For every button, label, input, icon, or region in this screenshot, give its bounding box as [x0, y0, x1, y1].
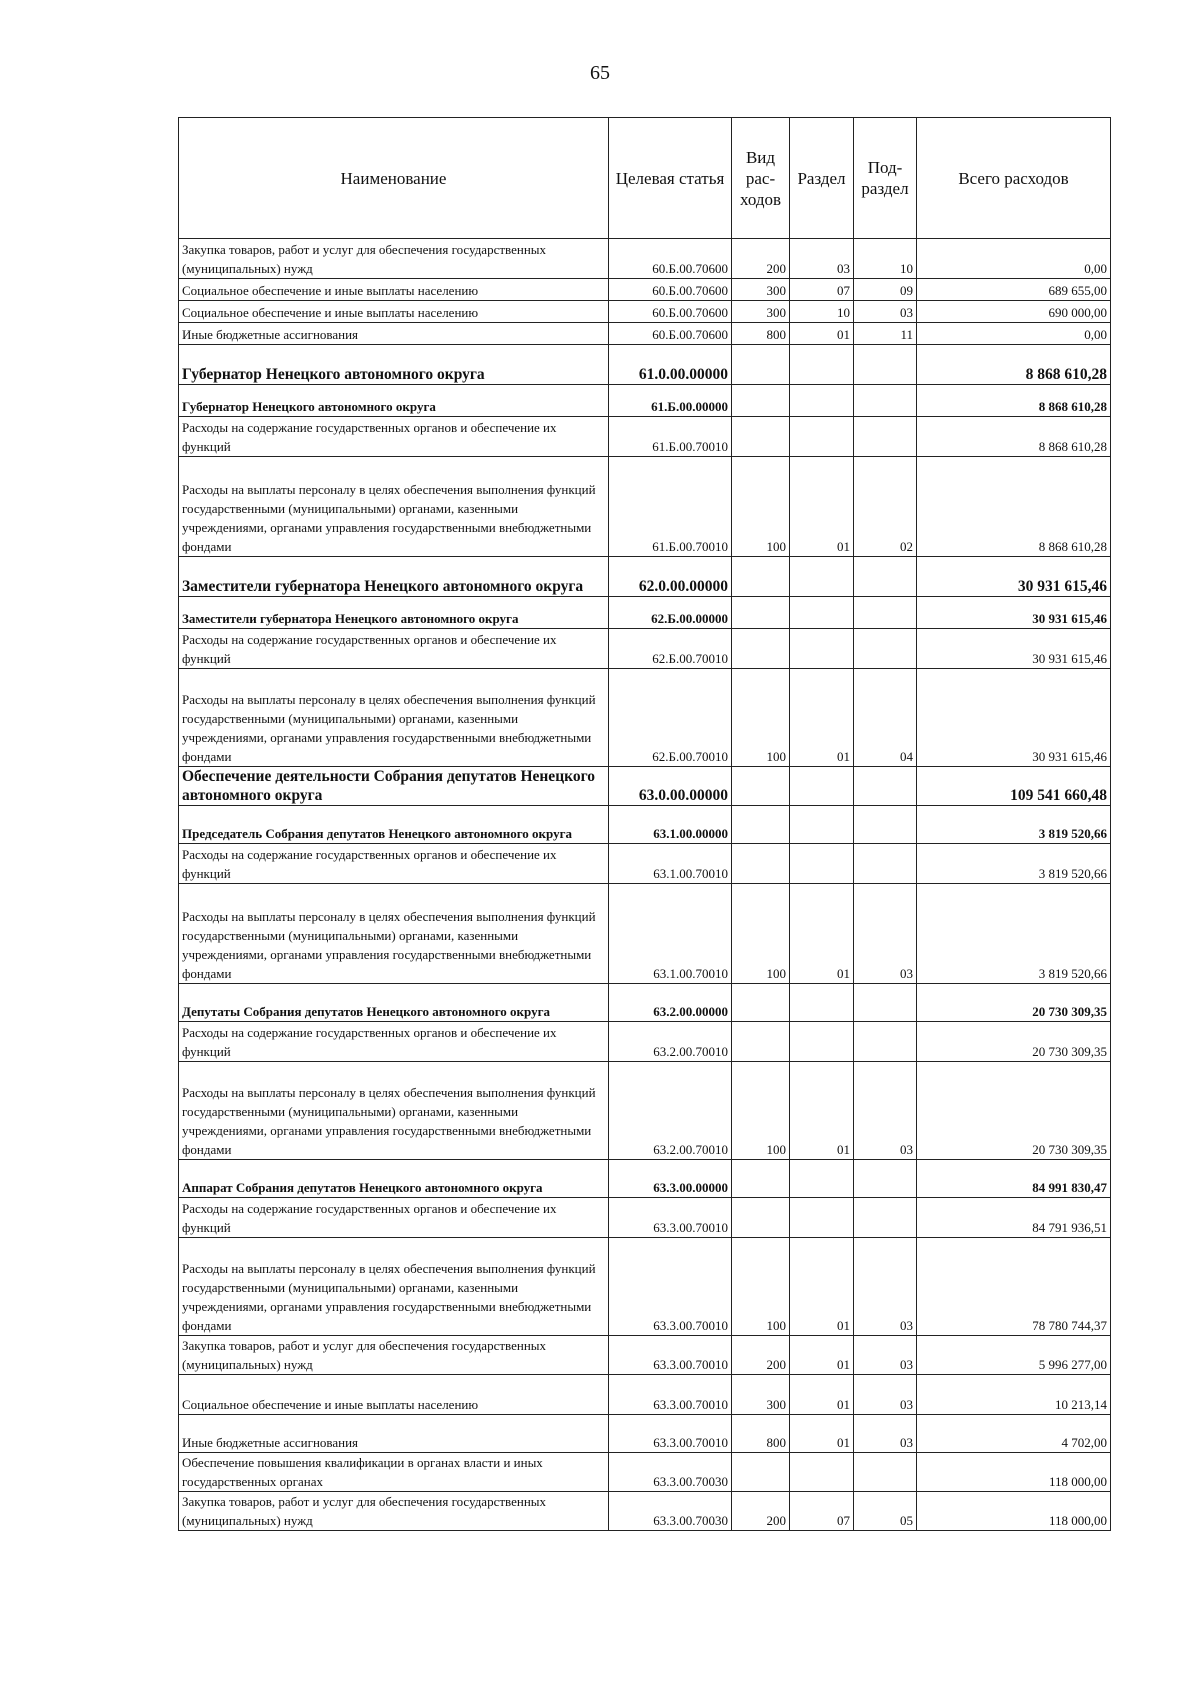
row-total: 0,00	[917, 239, 1111, 279]
table-row	[179, 806, 1111, 844]
row-total: 8 868 610,28	[917, 345, 1111, 385]
table-row	[179, 1198, 1111, 1238]
row-type	[732, 1022, 790, 1062]
row-name: Расходы на содержание государственных органов и обеспечение их функций	[179, 844, 609, 884]
row-section: 01	[790, 457, 854, 557]
row-type	[732, 417, 790, 457]
row-target: 63.1.00.70010	[609, 884, 732, 984]
row-name: Губернатор Ненецкого автономного округа	[179, 385, 609, 417]
row-section	[790, 597, 854, 629]
row-type: 800	[732, 323, 790, 345]
row-type	[732, 1198, 790, 1238]
row-total: 8 868 610,28	[917, 457, 1111, 557]
row-type: 300	[732, 279, 790, 301]
table-body	[179, 239, 1111, 1531]
row-total: 3 819 520,66	[917, 844, 1111, 884]
row-type	[732, 1160, 790, 1198]
row-section	[790, 844, 854, 884]
row-target: 61.Б.00.00000	[609, 385, 732, 417]
header-section: Раздел	[790, 118, 854, 239]
row-total: 118 000,00	[917, 1492, 1111, 1531]
row-subsection	[854, 1198, 917, 1238]
row-name: Социальное обеспечение и иные выплаты населению	[179, 1375, 609, 1415]
row-subsection	[854, 844, 917, 884]
row-subsection: 10	[854, 239, 917, 279]
row-name: Председатель Собрания депутатов Ненецкого автономного округа	[179, 806, 609, 844]
row-total: 20 730 309,35	[917, 1022, 1111, 1062]
row-target: 63.0.00.00000	[609, 767, 732, 806]
row-type	[732, 629, 790, 669]
row-type: 300	[732, 1375, 790, 1415]
table-row	[179, 1160, 1111, 1198]
row-total: 20 730 309,35	[917, 1062, 1111, 1160]
row-section	[790, 417, 854, 457]
row-target: 63.3.00.70030	[609, 1492, 732, 1531]
row-subsection: 05	[854, 1492, 917, 1531]
table-row	[179, 301, 1111, 323]
row-target: 62.Б.00.00000	[609, 597, 732, 629]
table-row	[179, 767, 1111, 806]
row-type: 300	[732, 301, 790, 323]
row-target: 62.0.00.00000	[609, 557, 732, 597]
row-type	[732, 385, 790, 417]
row-target: 63.3.00.70030	[609, 1453, 732, 1492]
row-total: 30 931 615,46	[917, 629, 1111, 669]
row-target: 63.2.00.00000	[609, 984, 732, 1022]
row-total: 109 541 660,48	[917, 767, 1111, 806]
table-row	[179, 984, 1111, 1022]
row-subsection	[854, 629, 917, 669]
table-row	[179, 669, 1111, 767]
row-target: 63.3.00.70010	[609, 1375, 732, 1415]
table-row	[179, 1415, 1111, 1453]
row-name: Иные бюджетные ассигнования	[179, 323, 609, 345]
table-row	[179, 385, 1111, 417]
row-total: 4 702,00	[917, 1415, 1111, 1453]
row-total: 8 868 610,28	[917, 385, 1111, 417]
table-row	[179, 629, 1111, 669]
table-row	[179, 844, 1111, 884]
row-name: Расходы на выплаты персоналу в целях обеспечения выполнения функций государственными (муниципальными) органами, казенными учреждениями, органами управления государственными внебюджетными фондами	[179, 884, 609, 984]
row-section	[790, 1453, 854, 1492]
row-section	[790, 1022, 854, 1062]
row-target: 60.Б.00.70600	[609, 301, 732, 323]
row-section: 03	[790, 239, 854, 279]
header-type: Вид рас-ходов	[732, 118, 790, 239]
header-total: Всего расходов	[917, 118, 1111, 239]
table-row	[179, 1022, 1111, 1062]
row-target: 60.Б.00.70600	[609, 239, 732, 279]
row-total: 84 991 830,47	[917, 1160, 1111, 1198]
row-total: 3 819 520,66	[917, 884, 1111, 984]
row-name: Заместители губернатора Ненецкого автономного округа	[179, 597, 609, 629]
row-target: 63.3.00.70010	[609, 1238, 732, 1336]
row-subsection: 04	[854, 669, 917, 767]
row-name: Расходы на содержание государственных органов и обеспечение их функций	[179, 417, 609, 457]
row-section: 01	[790, 884, 854, 984]
row-total: 84 791 936,51	[917, 1198, 1111, 1238]
row-name: Аппарат Собрания депутатов Ненецкого автономного округа	[179, 1160, 609, 1198]
row-section: 01	[790, 1415, 854, 1453]
row-section	[790, 1198, 854, 1238]
row-name: Расходы на содержание государственных органов и обеспечение их функций	[179, 1198, 609, 1238]
row-section	[790, 984, 854, 1022]
row-section: 01	[790, 1336, 854, 1375]
row-type: 800	[732, 1415, 790, 1453]
row-section: 01	[790, 1062, 854, 1160]
row-target: 63.1.00.00000	[609, 806, 732, 844]
row-subsection	[854, 806, 917, 844]
table-header-row	[179, 118, 1111, 239]
row-subsection	[854, 1453, 917, 1492]
row-section	[790, 767, 854, 806]
header-target: Целевая статья	[609, 118, 732, 239]
row-type	[732, 557, 790, 597]
row-subsection	[854, 1022, 917, 1062]
row-subsection: 03	[854, 1375, 917, 1415]
row-type	[732, 1453, 790, 1492]
row-section: 01	[790, 669, 854, 767]
table-row	[179, 597, 1111, 629]
row-total: 30 931 615,46	[917, 597, 1111, 629]
row-type: 100	[732, 1238, 790, 1336]
row-total: 30 931 615,46	[917, 557, 1111, 597]
row-target: 60.Б.00.70600	[609, 279, 732, 301]
table-row	[179, 1453, 1111, 1492]
table-row	[179, 417, 1111, 457]
row-target: 63.2.00.70010	[609, 1022, 732, 1062]
row-type: 100	[732, 669, 790, 767]
row-target: 63.1.00.70010	[609, 844, 732, 884]
row-name: Расходы на выплаты персоналу в целях обеспечения выполнения функций государственными (муниципальными) органами, казенными учреждениями, органами управления государственными внебюджетными фондами	[179, 457, 609, 557]
row-target: 63.2.00.70010	[609, 1062, 732, 1160]
row-target: 61.Б.00.70010	[609, 417, 732, 457]
row-name: Иные бюджетные ассигнования	[179, 1415, 609, 1453]
row-total: 5 996 277,00	[917, 1336, 1111, 1375]
row-type	[732, 597, 790, 629]
table-row	[179, 557, 1111, 597]
row-subsection: 03	[854, 1336, 917, 1375]
row-type	[732, 984, 790, 1022]
row-total: 690 000,00	[917, 301, 1111, 323]
row-type: 100	[732, 884, 790, 984]
row-name: Закупка товаров, работ и услуг для обеспечения государственных (муниципальных) нужд	[179, 1336, 609, 1375]
table-row	[179, 1492, 1111, 1531]
row-total: 30 931 615,46	[917, 669, 1111, 767]
row-total: 20 730 309,35	[917, 984, 1111, 1022]
row-subsection: 03	[854, 1062, 917, 1160]
row-name: Депутаты Собрания депутатов Ненецкого автономного округа	[179, 984, 609, 1022]
table-row	[179, 1238, 1111, 1336]
page-number: 65	[590, 62, 610, 84]
row-name: Губернатор Ненецкого автономного округа	[179, 345, 609, 385]
row-target: 62.Б.00.70010	[609, 669, 732, 767]
table-row	[179, 884, 1111, 984]
row-target: 61.Б.00.70010	[609, 457, 732, 557]
row-total: 78 780 744,37	[917, 1238, 1111, 1336]
row-subsection: 02	[854, 457, 917, 557]
row-total: 118 000,00	[917, 1453, 1111, 1492]
row-section	[790, 385, 854, 417]
row-total: 3 819 520,66	[917, 806, 1111, 844]
row-target: 60.Б.00.70600	[609, 323, 732, 345]
header-subsection: Под-раздел	[854, 118, 917, 239]
row-subsection: 03	[854, 301, 917, 323]
row-subsection	[854, 557, 917, 597]
row-name: Расходы на выплаты персоналу в целях обеспечения выполнения функций государственными (муниципальными) органами, казенными учреждениями, органами управления государственными внебюджетными фондами	[179, 1062, 609, 1160]
row-section: 10	[790, 301, 854, 323]
row-type: 100	[732, 1062, 790, 1160]
row-subsection	[854, 597, 917, 629]
row-subsection: 03	[854, 884, 917, 984]
row-type: 100	[732, 457, 790, 557]
row-target: 63.3.00.00000	[609, 1160, 732, 1198]
row-total: 689 655,00	[917, 279, 1111, 301]
row-name: Закупка товаров, работ и услуг для обеспечения государственных (муниципальных) нужд	[179, 1492, 609, 1531]
row-section: 01	[790, 1238, 854, 1336]
row-name: Социальное обеспечение и иные выплаты населению	[179, 279, 609, 301]
row-type: 200	[732, 1492, 790, 1531]
table-row	[179, 239, 1111, 279]
row-name: Закупка товаров, работ и услуг для обеспечения государственных (муниципальных) нужд	[179, 239, 609, 279]
budget-table	[178, 117, 1111, 1531]
row-section: 07	[790, 1492, 854, 1531]
table-row	[179, 1375, 1111, 1415]
row-name: Расходы на содержание государственных органов и обеспечение их функций	[179, 629, 609, 669]
row-name: Обеспечение повышения квалификации в органах власти и иных государственных органах	[179, 1453, 609, 1492]
table-row	[179, 1062, 1111, 1160]
row-type: 200	[732, 239, 790, 279]
row-type	[732, 767, 790, 806]
table-row	[179, 345, 1111, 385]
row-type: 200	[732, 1336, 790, 1375]
row-name: Социальное обеспечение и иные выплаты населению	[179, 301, 609, 323]
row-type	[732, 844, 790, 884]
row-subsection	[854, 345, 917, 385]
row-target: 62.Б.00.70010	[609, 629, 732, 669]
row-section	[790, 345, 854, 385]
row-name: Расходы на содержание государственных органов и обеспечение их функций	[179, 1022, 609, 1062]
row-target: 63.3.00.70010	[609, 1415, 732, 1453]
row-target: 61.0.00.00000	[609, 345, 732, 385]
row-target: 63.3.00.70010	[609, 1198, 732, 1238]
row-type	[732, 345, 790, 385]
row-subsection: 09	[854, 279, 917, 301]
header-name: Наименование	[179, 118, 609, 239]
row-target: 63.3.00.70010	[609, 1336, 732, 1375]
row-subsection	[854, 984, 917, 1022]
row-section	[790, 557, 854, 597]
row-total: 8 868 610,28	[917, 417, 1111, 457]
table-row	[179, 323, 1111, 345]
row-subsection: 11	[854, 323, 917, 345]
row-section: 01	[790, 323, 854, 345]
row-subsection	[854, 1160, 917, 1198]
row-name: Обеспечение деятельности Собрания депутатов Ненецкого автономного округа	[179, 767, 609, 806]
row-total: 10 213,14	[917, 1375, 1111, 1415]
row-subsection	[854, 385, 917, 417]
row-subsection: 03	[854, 1238, 917, 1336]
row-section: 01	[790, 1375, 854, 1415]
table-row	[179, 1336, 1111, 1375]
table-row	[179, 279, 1111, 301]
row-subsection	[854, 417, 917, 457]
row-total: 0,00	[917, 323, 1111, 345]
row-subsection	[854, 767, 917, 806]
row-subsection: 03	[854, 1415, 917, 1453]
row-name: Заместители губернатора Ненецкого автономного округа	[179, 557, 609, 597]
row-type	[732, 806, 790, 844]
row-name: Расходы на выплаты персоналу в целях обеспечения выполнения функций государственными (муниципальными) органами, казенными учреждениями, органами управления государственными внебюджетными фондами	[179, 1238, 609, 1336]
row-name: Расходы на выплаты персоналу в целях обеспечения выполнения функций государственными (муниципальными) органами, казенными учреждениями, органами управления государственными внебюджетными фондами	[179, 669, 609, 767]
row-section	[790, 1160, 854, 1198]
row-section	[790, 806, 854, 844]
row-section	[790, 629, 854, 669]
row-section: 07	[790, 279, 854, 301]
table-row	[179, 457, 1111, 557]
